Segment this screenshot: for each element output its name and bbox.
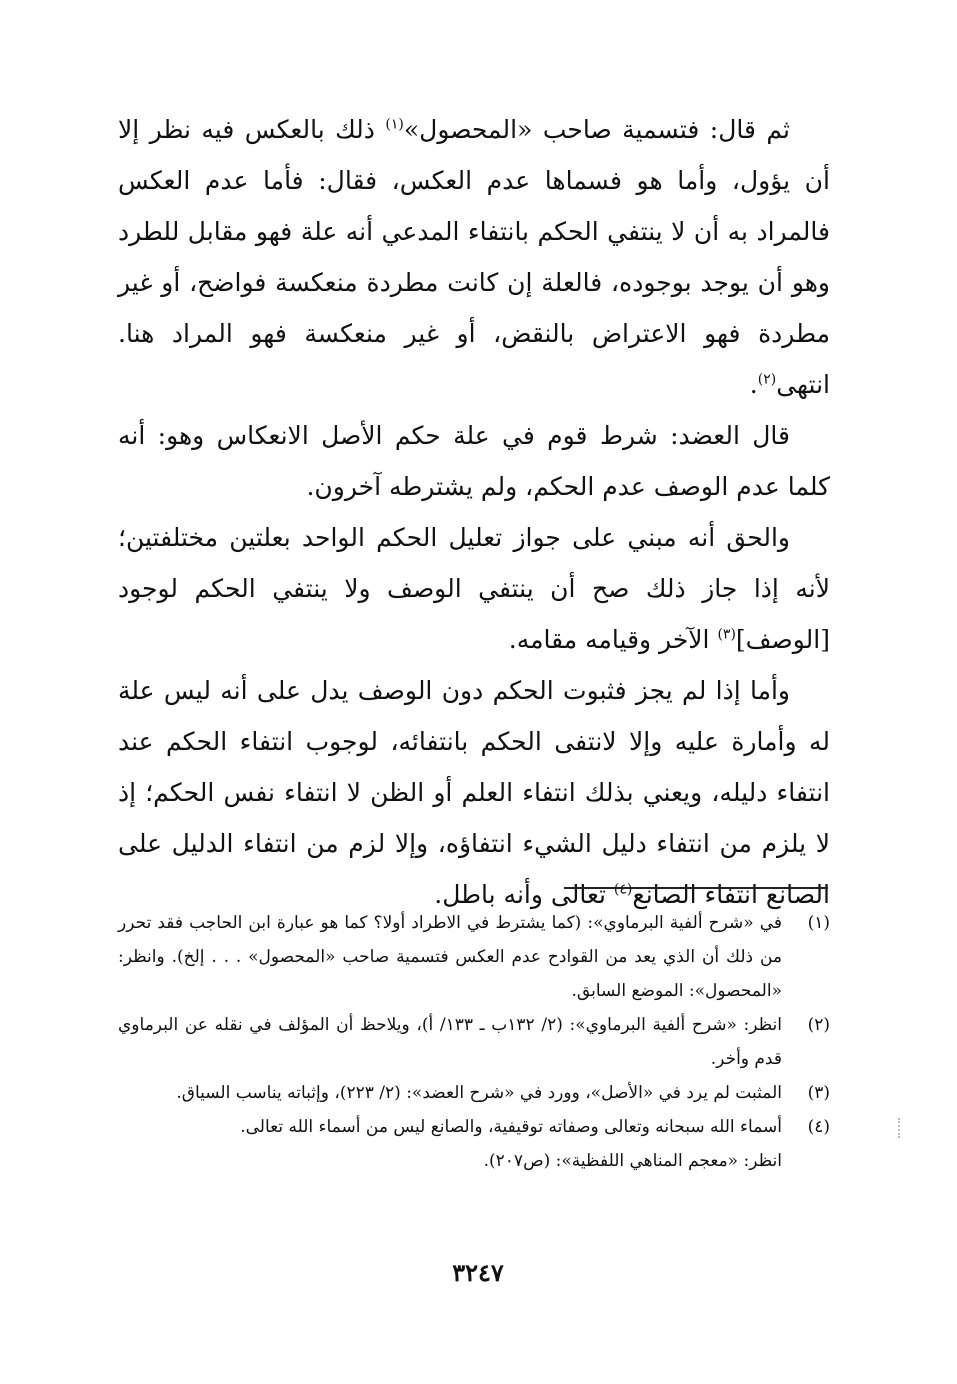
paragraph-1 — [118, 104, 830, 410]
footnote-3 — [118, 1076, 830, 1110]
paragraph-3-part-1: والحق أنه مبني على جواز تعليل الحكم الواحد بعلتين مختلفتين؛ لأنه إذا جاز ذلك صح أن ينتفي الوصف ولا ينتفي الحكم لوجود [الوصف] — [118, 523, 830, 654]
paragraph-4 — [118, 665, 830, 920]
paragraph-4-part-2: تعالى وأنه باطل. — [434, 880, 614, 909]
footnote-text: انظر: «شرح ألفية البرماوي»: (٢/ ١٣٢ب ـ ١٣٣/ أ)، ويلاحظ أن المؤلف في نقله عن البرماوي قدم وأخر. — [118, 1015, 783, 1069]
footnote-ref-3: (٣) — [717, 626, 736, 643]
footnote-divider — [564, 887, 828, 889]
page-number: ٣٢٤٧ — [452, 1258, 504, 1287]
paragraph-3-part-2: الآخر وقيامه مقامه. — [508, 625, 718, 654]
footnote-text-continued: انظر: «معجم المناهي اللفظية»: (ص٢٠٧). — [483, 1151, 782, 1171]
footnote-number: (٤) — [807, 1117, 830, 1137]
footnote-2 — [118, 1008, 830, 1076]
footnote-ref-1: (١) — [385, 116, 404, 133]
paragraph-1-part-3: . — [749, 370, 758, 399]
footnote-1 — [118, 906, 830, 1008]
footnote-ref-2: (٢) — [757, 371, 777, 388]
footnote-4 — [118, 1110, 830, 1178]
footnote-number: (١) — [807, 913, 830, 933]
footnote-text: أسماء الله سبحانه وتعالى وصفاته توقيفية، والصانع ليس من أسماء الله تعالى. — [240, 1117, 782, 1137]
footnote-number: (٣) — [807, 1083, 830, 1103]
main-text — [118, 104, 830, 920]
paragraph-3 — [118, 512, 830, 665]
paragraph-4-part-1: وأما إذا لم يجز فثبوت الحكم دون الوصف يدل على أنه ليس علة له وأمارة عليه وإلا لانتفى الحكم بانتفائه، لوجوب انتفاء الحكم عند انتفاء دليله، ويعني بذلك انتفاء العلم أو الظن لا انتفاء نفس الحكم؛ إذ لا يلزم من انتفاء دليل الشيء انتفاؤه، وإلا لزم من انتفاء الدليل على الصانع انتفاء الصانع — [118, 676, 830, 909]
footnote-text: المثبت لم يرد في «الأصل»، وورد في «شرح العضد»: (٢/ ٢٢٣)، وإثباته يناسب السياق. — [176, 1083, 782, 1103]
margin-mark — [898, 1118, 906, 1138]
paragraph-1-part-1: ثم قال: فتسمية صاحب «المحصول» — [403, 115, 790, 144]
footnote-text: في «شرح ألفية البرماوي»: (كما يشترط في الاطراد أولا؟ كما هو عبارة ابن الحاجب فقد تحرر من ذلك أن الذي يعد من القوادح عدم العكس فتسمية صاحب «المحصول» . . . إلخ). وانظر: «المحصول»: الموضع السابق. — [118, 913, 782, 1001]
paragraph-1-part-2: ذلك بالعكس فيه نظر إلا أن يؤول، وأما هو فسماها عدم العكس، فقال: فأما عدم العكس فالمراد به أن لا ينتفي الحكم بانتفاء المدعي أنه علة فهو مقابل للطرد وهو أن يوجد بوجوده، فالعلة إن كانت مطردة منعكسة فواضح، أو غير مطردة فهو الاعتراض بالنقض، أو غير منعكسة فهو المراد هنا. انتهى — [118, 115, 830, 399]
paragraph-2: قال العضد: شرط قوم في علة حكم الأصل الانعكاس وهو: أنه كلما عدم الوصف عدم الحكم، ولم يشترطه آخرون. — [118, 421, 830, 501]
footnote-ref-4: (٤) — [613, 881, 633, 898]
footnotes — [118, 906, 830, 1178]
footnote-number: (٢) — [807, 1015, 830, 1035]
